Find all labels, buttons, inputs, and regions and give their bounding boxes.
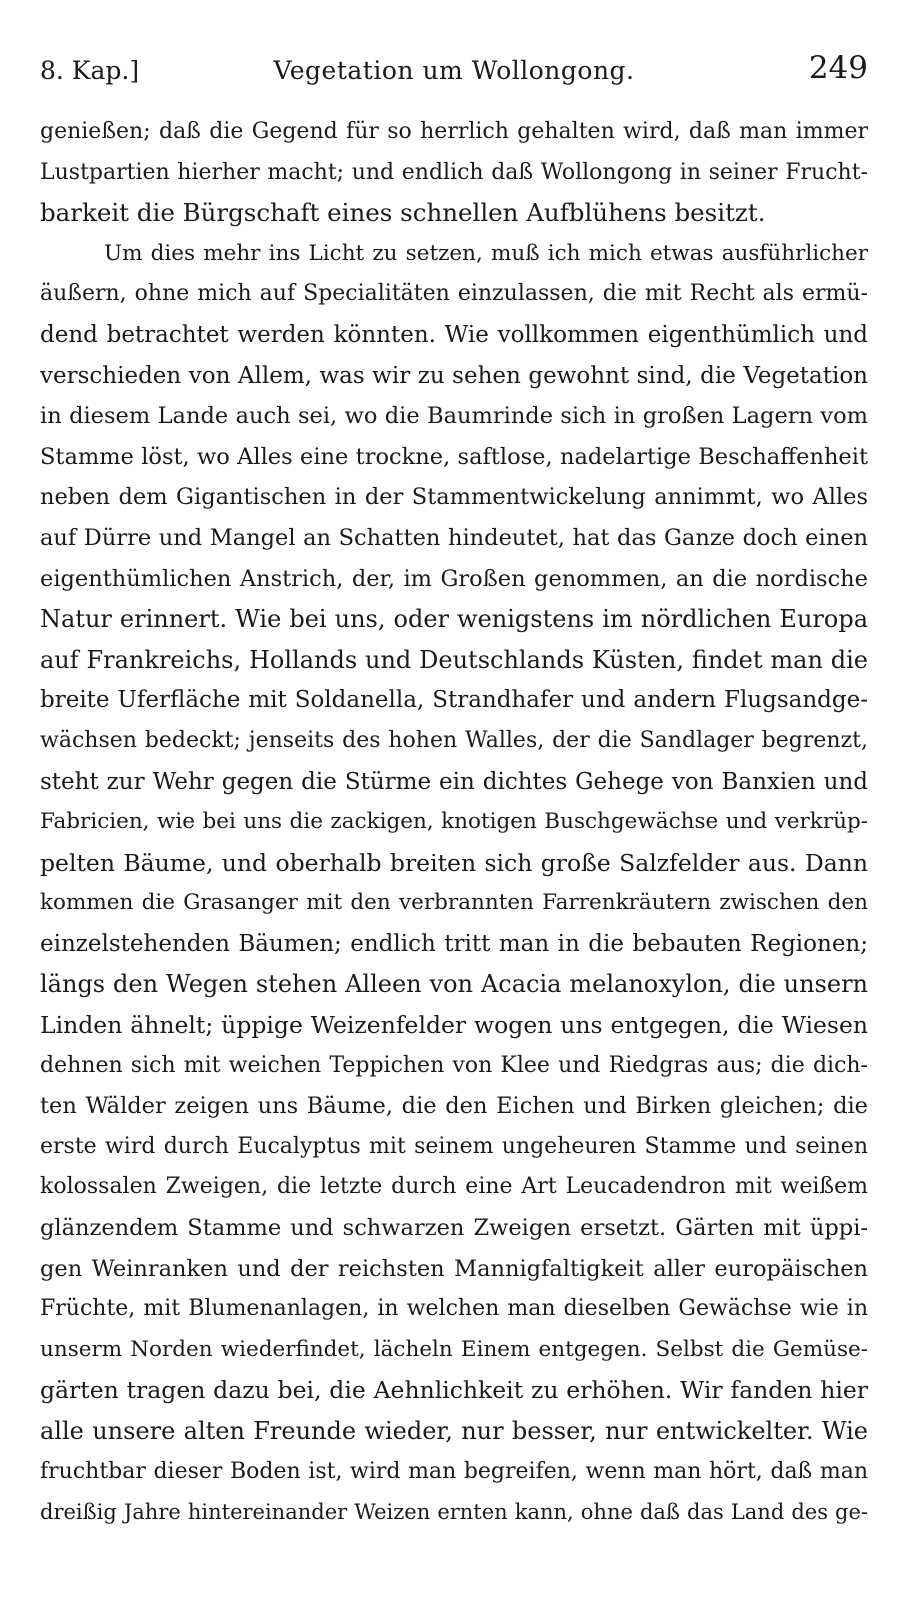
text-line: längs den Wegen stehen Alleen von Acacia melanoxylon, die unsern (40, 970, 868, 999)
text-line: steht zur Wehr gegen die Stürme ein dichtes Gehege von Banxien und (40, 768, 868, 795)
text-line: Lustpartien hierher macht; und endlich daß Wollongong in seiner Frucht- (40, 159, 868, 185)
text-line: dend betrachtet werden könnten. Wie vollkommen eigenthümlich und (40, 321, 868, 348)
running-head (40, 48, 868, 92)
text-line: pelten Bäume, und oberhalb breiten sich große Salzfelder aus. Dann (40, 848, 868, 877)
text-line: auf Dürre und Mangel an Schatten hindeutet, hat das Ganze doch einen (40, 524, 868, 551)
text-line: Früchte, mit Blumenanlagen, in welchen man dieselben Gewächse wie in (40, 1296, 868, 1322)
body-text (40, 112, 868, 1533)
text-line: genießen; daß die Gegend für so herrlich gehalten wird, daß man immer (40, 119, 868, 144)
text-line: Fabricien, wie bei uns die zackigen, knotigen Buschgewächse und verkrüp- (40, 809, 868, 835)
text-line: einzelstehenden Bäumen; endlich tritt man in die bebauten Regionen; (40, 930, 868, 957)
text-line: Stamme löst, wo Alles eine trockne, saftlose, nadelartige Beschaffenheit (40, 443, 868, 470)
text-line: äußern, ohne mich auf Specialitäten einzulassen, die mit Recht als ermü- (40, 281, 868, 307)
text-line: verschieden von Allem, was wir zu sehen gewohnt sind, die Vegetation (40, 362, 868, 389)
text-line: dreißig Jahre hintereinander Weizen ernten kann, ohne daß das Land des ge- (40, 1500, 868, 1525)
text-line: unserm Norden wiederfindet, lächeln Einem entgegen. Selbst die Gemüse- (40, 1336, 868, 1362)
page-number: 249 (808, 50, 868, 86)
text-line: neben dem Gigantischen in der Stammentwickelung annimmt, wo Alles (40, 484, 868, 511)
text-line: kommen die Grasanger mit den verbrannten Farrenkräutern zwischen den (40, 890, 868, 916)
text-line: gen Weinranken und der reichsten Mannigfaltigkeit aller europäischen (40, 1255, 868, 1282)
text-line: wächsen bedeckt; jenseits des hohen Walles, der die Sandlager begrenzt, (40, 727, 868, 753)
running-title: Vegetation um Wollongong. (273, 56, 635, 85)
text-line: in diesem Lande auch sei, wo die Baumrinde sich in großen Lagern vom (40, 403, 868, 430)
chapter-reference: 8. Kap.] (40, 56, 140, 85)
text-line: erste wird durch Eucalyptus mit seinem ungeheuren Stamme und seinen (40, 1133, 868, 1159)
text-line: Linden ähnelt; üppige Weizenfelder wogen uns entgegen, die Wiesen (40, 1011, 868, 1040)
text-line: barkeit die Bürgschaft eines schnellen Aufblühens besitzt. (40, 198, 766, 228)
text-line: alle unsere alten Freunde wieder, nur besser, nur entwickelter. Wie (40, 1417, 868, 1445)
text-line: Um dies mehr ins Licht zu setzen, muß ich mich etwas ausführlicher (104, 240, 868, 266)
text-line: breite Uferfläche mit Soldanella, Strandhafer und andern Flugsandge- (40, 687, 868, 714)
text-line: glänzendem Stamme und schwarzen Zweigen ersetzt. Gärten mit üppi- (40, 1215, 868, 1242)
text-line: Natur erinnert. Wie bei uns, oder wenigstens im nördlichen Europa (40, 605, 868, 634)
text-line: auf Frankreichs, Hollands und Deutschlands Küsten, findet man die (40, 645, 868, 674)
text-line: ten Wälder zeigen uns Bäume, die den Eichen und Birken gleichen; die (40, 1093, 868, 1120)
text-line: eigenthümlichen Anstrich, der, im Großen genommen, an die nordische (40, 565, 868, 592)
text-line: dehnen sich mit weichen Teppichen von Klee und Riedgras aus; die dich- (40, 1052, 868, 1078)
text-line: gärten tragen dazu bei, die Aehnlichkeit zu erhöhen. Wir fanden hier (40, 1376, 868, 1405)
text-line: fruchtbar dieser Boden ist, wird man begreifen, wenn man hört, daß man (40, 1458, 868, 1484)
text-line: kolossalen Zweigen, die letzte durch eine Art Leucadendron mit weißem (40, 1174, 868, 1200)
